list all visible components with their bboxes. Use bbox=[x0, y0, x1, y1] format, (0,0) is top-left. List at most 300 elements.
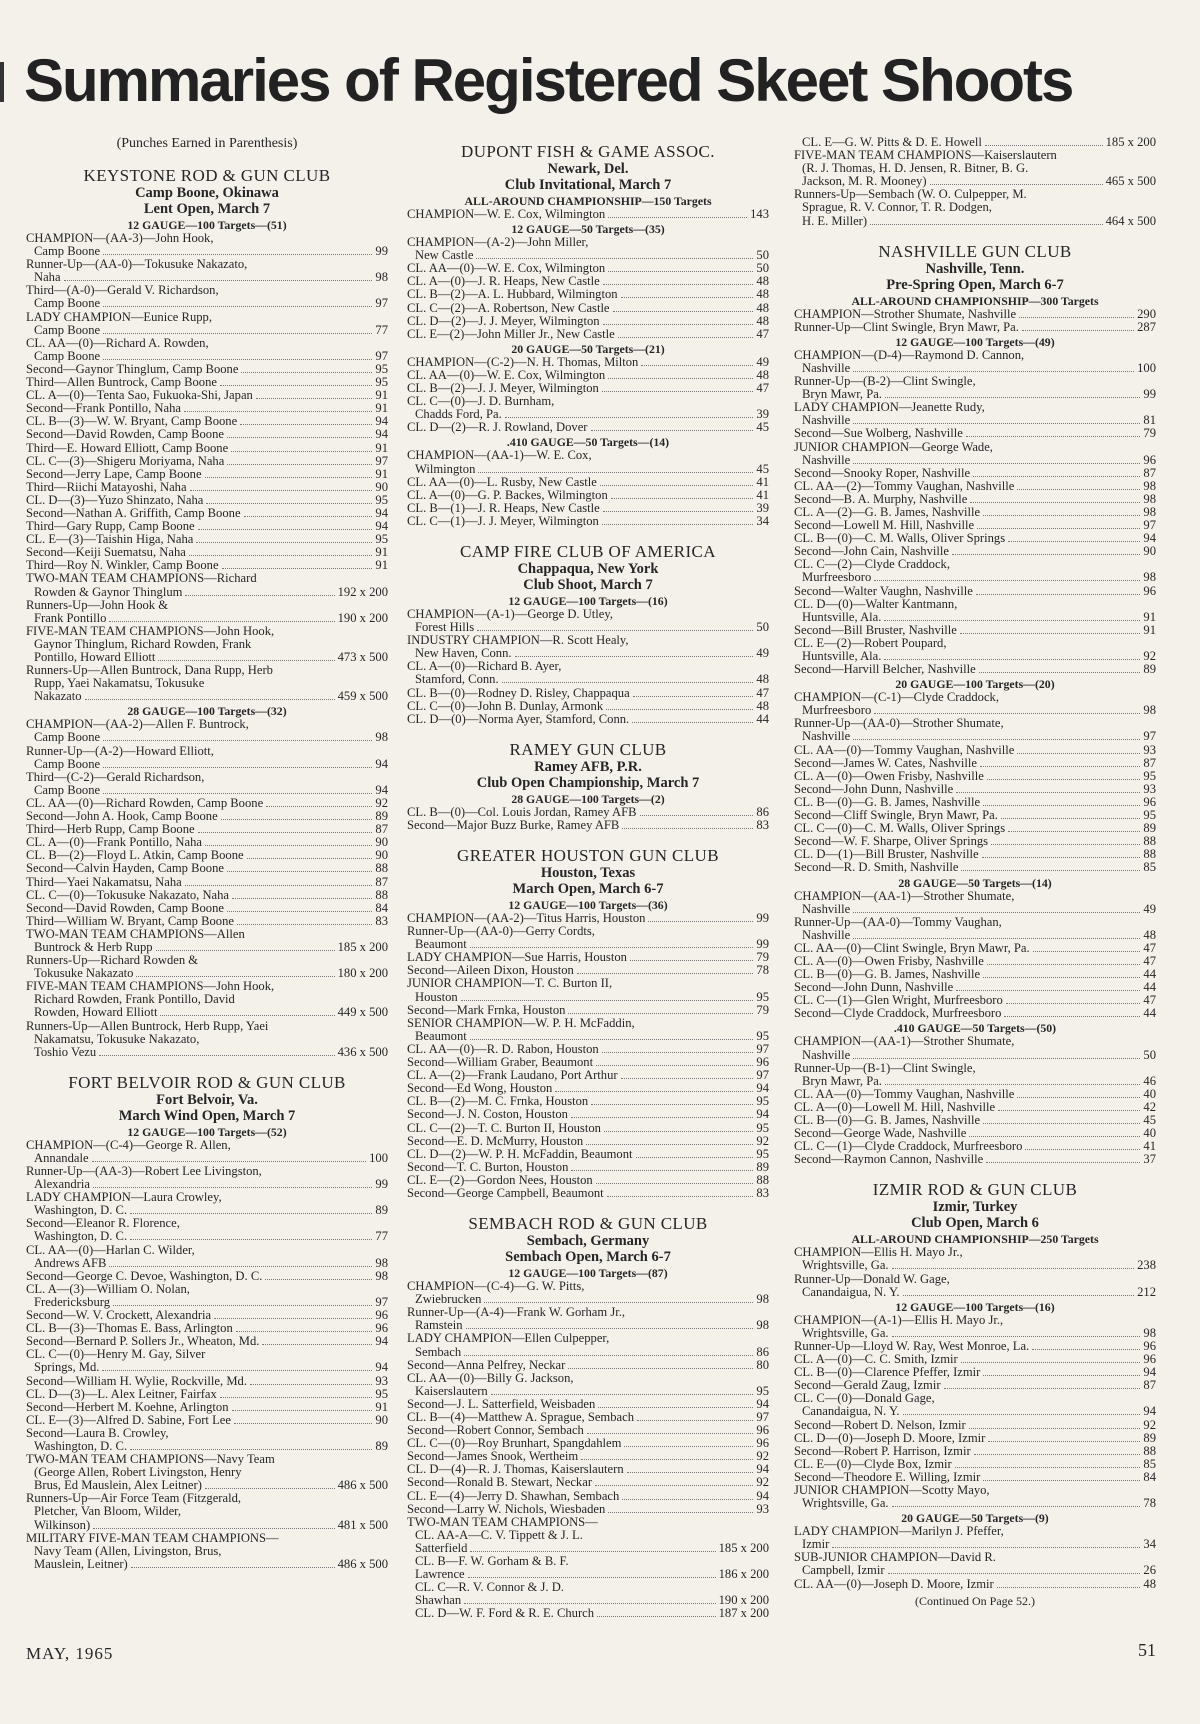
result-score: 95 bbox=[375, 375, 388, 390]
gauge-heading: 12 GAUGE—50 Targets—(35) bbox=[511, 222, 665, 237]
result-text: CL. B—(2)—Floyd L. Atkin, Camp Boone bbox=[26, 848, 244, 863]
page-number: 51 bbox=[1138, 1640, 1156, 1660]
result-text: Second—George C. Devoe, Washington, D. C. bbox=[26, 1268, 263, 1283]
result-text: Tokusuke Nakazato bbox=[34, 966, 134, 981]
result-line bbox=[26, 1006, 388, 1019]
result-score: 190 x 200 bbox=[718, 1593, 769, 1608]
result-text: Chadds Ford, Pa. bbox=[415, 407, 502, 422]
result-text: Second—Walter Vaughn, Nashville bbox=[794, 583, 973, 598]
result-text: CHAMPION—(A-1)—George D. Utley, bbox=[407, 606, 614, 621]
leader-dots bbox=[568, 1368, 753, 1369]
result-text: Third—Yaei Nakamatsu, Naha bbox=[26, 874, 182, 889]
result-score: 97 bbox=[756, 1068, 769, 1083]
result-score: 89 bbox=[375, 809, 388, 824]
result-line bbox=[794, 890, 1156, 903]
result-text: Third—(C-2)—Gerald Richardson, bbox=[26, 769, 205, 784]
leader-dots bbox=[983, 977, 1140, 978]
result-score: 96 bbox=[375, 1321, 388, 1336]
result-text: Third—E. Howard Elliott, Camp Boone bbox=[26, 440, 229, 455]
leader-dots bbox=[476, 258, 753, 259]
result-text: Murfreesboro bbox=[802, 570, 872, 585]
result-text: Wilkinson) bbox=[34, 1517, 91, 1532]
result-text: Second—David Rowden, Camp Boone bbox=[26, 900, 224, 915]
result-text: Lawrence bbox=[415, 1567, 465, 1582]
result-line bbox=[26, 258, 388, 271]
result-text: SENIOR CHAMPION—W. P. H. McFaddin, bbox=[407, 1015, 635, 1030]
result-score: 97 bbox=[375, 1294, 388, 1309]
result-line bbox=[407, 1004, 769, 1017]
leader-dots bbox=[977, 528, 1140, 529]
result-text: Wrightsville, Ga. bbox=[802, 1258, 889, 1273]
result-text: Wrightsville, Ga. bbox=[802, 1496, 889, 1511]
result-text: Runner-Up—(AA-3)—Robert Lee Livingston, bbox=[26, 1164, 262, 1178]
result-line bbox=[794, 730, 1156, 743]
result-text: Runner-Up—(AA-0)—Strother Shumate, bbox=[794, 716, 1004, 731]
club-location: Sembach, Germany bbox=[526, 1233, 650, 1250]
leader-dots bbox=[960, 633, 1141, 634]
result-line bbox=[407, 819, 769, 832]
leader-dots bbox=[1033, 951, 1141, 952]
result-text: CL. A—(2)—Frank Laudano, Port Arthur bbox=[407, 1068, 618, 1083]
result-score: 86 bbox=[756, 804, 769, 819]
club-location: Houston, Texas bbox=[540, 865, 636, 881]
result-text: CL. C—(0)—Henry M. Gay, Silver bbox=[26, 1347, 206, 1362]
result-text: Andrews AFB bbox=[34, 1255, 107, 1270]
result-score: 180 x 200 bbox=[337, 966, 388, 981]
result-text: CL. C—(0)—Tokusuke Nakazato, Naha bbox=[26, 887, 230, 902]
result-text: Camp Boone bbox=[34, 296, 101, 311]
leader-dots bbox=[130, 1449, 372, 1450]
result-text: New Castle bbox=[415, 248, 474, 263]
result-text: FIVE-MAN TEAM CHAMPIONS—Kaiserslautern bbox=[794, 148, 1057, 163]
leader-dots bbox=[970, 502, 1140, 503]
result-text: Runner-Up—(AA-0)—Tokusuke Nakazato, bbox=[26, 257, 248, 272]
result-text: Second—Gaynor Thinglum, Camp Boone bbox=[26, 361, 239, 376]
gauge-heading: .410 GAUGE—50 Targets—(50) bbox=[893, 1021, 1057, 1036]
leader-dots bbox=[621, 297, 754, 298]
result-text: CL. AA—(0)—Harlan C. Wilder, bbox=[26, 1242, 195, 1257]
result-text: Nashville bbox=[802, 729, 851, 744]
result-line bbox=[26, 731, 388, 744]
result-line bbox=[407, 1187, 769, 1200]
result-line bbox=[794, 903, 1156, 916]
result-line bbox=[407, 700, 769, 713]
result-text: Jackson, M. R. Mooney) bbox=[802, 174, 927, 189]
result-text: CL. AA—(0)—W. E. Cox, Wilmington bbox=[407, 367, 606, 382]
result-score: 26 bbox=[1143, 1563, 1156, 1578]
leader-dots bbox=[991, 844, 1140, 845]
results-section bbox=[794, 242, 1156, 1167]
result-line bbox=[794, 1405, 1156, 1418]
leader-dots bbox=[648, 921, 753, 922]
leader-dots bbox=[982, 857, 1141, 858]
result-line bbox=[794, 1471, 1156, 1484]
result-score: 79 bbox=[756, 950, 769, 965]
result-score: 94 bbox=[1143, 1404, 1156, 1419]
gauge-heading: ALL-AROUND CHAMPIONSHIP—150 Targets bbox=[464, 194, 712, 208]
result-text: TWO-MAN TEAM CHAMPIONS—Allen bbox=[26, 926, 245, 941]
result-text: CL. B—(0)—Clarence Pfeffer, Izmir bbox=[794, 1365, 981, 1380]
result-score: 45 bbox=[1143, 1113, 1156, 1127]
result-text: CL. D—(3)—Yuzo Shinzato, Naha bbox=[26, 492, 204, 507]
leader-dots bbox=[227, 911, 372, 912]
result-text: Camp Boone bbox=[34, 730, 101, 745]
result-score: 143 bbox=[750, 207, 769, 221]
result-text: Second—John Dunn, Nashville bbox=[794, 980, 954, 995]
leader-dots bbox=[205, 845, 372, 846]
result-score: 99 bbox=[756, 911, 769, 925]
result-line bbox=[407, 1174, 769, 1187]
result-line bbox=[26, 1020, 388, 1033]
result-score: 84 bbox=[1143, 1469, 1156, 1484]
result-text: CL. A—(0)—Owen Frisby, Nashville bbox=[794, 953, 984, 968]
result-line bbox=[26, 1230, 388, 1243]
result-text: CL. E—(2)—John Miller Jr., New Castle bbox=[407, 326, 615, 341]
result-score: 97 bbox=[375, 296, 388, 311]
result-text: Second—E. D. McMurry, Houston bbox=[407, 1133, 584, 1148]
result-text: CL. A—(0)—Richard B. Ayer, bbox=[407, 659, 562, 674]
club-location: Nashville, Tenn. bbox=[925, 260, 1025, 277]
result-score: 92 bbox=[375, 795, 388, 810]
result-text: Second—James W. Cates, Nashville bbox=[794, 755, 977, 770]
result-line bbox=[407, 489, 769, 502]
leader-dots bbox=[952, 554, 1140, 555]
result-text: Sprague, R. V. Connor, T. R. Dodgen, bbox=[802, 200, 992, 215]
gauge-heading: 28 GAUGE—100 Targets—(2) bbox=[511, 791, 665, 806]
leader-dots bbox=[247, 858, 373, 859]
result-score: 90 bbox=[375, 479, 388, 494]
result-score: 47 bbox=[1143, 993, 1156, 1008]
results-section bbox=[407, 846, 769, 1200]
result-score: 48 bbox=[1143, 1576, 1156, 1591]
result-line bbox=[794, 598, 1156, 611]
result-score: 50 bbox=[1143, 1047, 1156, 1062]
gauge-heading: 12 GAUGE—100 Targets—(49) bbox=[895, 334, 1055, 349]
result-line bbox=[794, 454, 1156, 467]
result-line bbox=[794, 916, 1156, 929]
result-score: 91 bbox=[1143, 609, 1156, 624]
leader-dots bbox=[885, 397, 1140, 398]
leader-dots bbox=[244, 516, 373, 517]
result-line bbox=[407, 1161, 769, 1174]
result-line bbox=[26, 468, 388, 481]
leader-dots bbox=[885, 1084, 1140, 1085]
result-score: 95 bbox=[756, 989, 769, 1004]
result-line bbox=[26, 572, 388, 585]
result-score: 89 bbox=[1143, 1430, 1156, 1445]
result-score: 287 bbox=[1137, 319, 1156, 334]
results-section bbox=[794, 1180, 1156, 1607]
leader-dots bbox=[466, 1328, 754, 1329]
result-text: CHAMPION—Ellis H. Mayo Jr., bbox=[794, 1245, 963, 1260]
result-score: 99 bbox=[756, 937, 769, 952]
result-score: 44 bbox=[1143, 1006, 1156, 1021]
result-score: 91 bbox=[375, 545, 388, 560]
result-text: Second—B. A. Murphy, Nashville bbox=[794, 491, 968, 506]
result-line bbox=[26, 1388, 388, 1401]
result-line bbox=[26, 758, 388, 771]
result-score: 78 bbox=[1143, 1496, 1156, 1511]
results-section bbox=[26, 166, 388, 1059]
result-score: 95 bbox=[375, 532, 388, 547]
result-text: Canandaigua, N. Y. bbox=[802, 1284, 900, 1299]
result-text: TWO-MAN TEAM CHAMPIONS—Navy Team bbox=[26, 1452, 275, 1467]
result-score: 94 bbox=[375, 427, 388, 442]
result-text: Richard Rowden, Frank Pontillo, David bbox=[34, 992, 235, 1007]
result-text: Campbell, Izmir bbox=[802, 1563, 885, 1578]
result-text: CHAMPION—(D-4)—Raymond D. Cannon, bbox=[794, 347, 1025, 362]
leader-dots bbox=[1008, 831, 1140, 832]
leader-dots bbox=[591, 1104, 753, 1105]
result-score: 95 bbox=[756, 1383, 769, 1398]
leader-dots bbox=[602, 524, 754, 525]
result-score: 94 bbox=[756, 1396, 769, 1411]
leader-dots bbox=[198, 832, 373, 833]
result-score: 185 x 200 bbox=[337, 939, 388, 954]
leader-dots bbox=[955, 1467, 1141, 1468]
leader-dots bbox=[884, 659, 1140, 660]
result-score: 89 bbox=[1143, 821, 1156, 836]
result-line bbox=[407, 463, 769, 476]
result-score: 98 bbox=[1143, 491, 1156, 506]
result-line bbox=[407, 1385, 769, 1398]
result-text: CHAMPION—Strother Shumate, Nashville bbox=[794, 306, 1017, 321]
result-text: Runners-Up—Sembach (W. O. Culpepper, M. bbox=[794, 187, 1027, 202]
gauge-heading: 12 GAUGE—100 Targets—(16) bbox=[508, 593, 668, 608]
result-line bbox=[407, 1030, 769, 1043]
leader-dots bbox=[870, 224, 1103, 225]
result-score: 464 x 500 bbox=[1105, 213, 1156, 228]
result-text: CL. B—(2)—A. L. Hubbard, Wilmington bbox=[407, 287, 618, 302]
result-text: Second—Bill Bruster, Nashville bbox=[794, 622, 957, 637]
result-line bbox=[794, 1525, 1156, 1538]
result-score: 88 bbox=[1143, 847, 1156, 862]
result-line bbox=[26, 1532, 388, 1545]
result-text: CHAMPION—(A-1)—Ellis H. Mayo Jr., bbox=[794, 1312, 1004, 1327]
result-score: 100 bbox=[369, 1150, 388, 1165]
result-score: 98 bbox=[756, 1318, 769, 1333]
result-text: CL. D—(0)—Walter Kantmann, bbox=[794, 596, 958, 611]
result-text: CHAMPION—(C-2)—N. H. Thomas, Milton bbox=[407, 354, 639, 369]
leader-dots bbox=[505, 417, 754, 418]
result-line bbox=[26, 481, 388, 494]
results-section bbox=[407, 740, 769, 832]
result-score: 190 x 200 bbox=[337, 610, 388, 625]
leader-dots bbox=[103, 767, 372, 768]
result-text: Runner-Up—Clint Swingle, Bryn Mawr, Pa. bbox=[794, 319, 1019, 334]
result-text: Second—J. N. Coston, Houston bbox=[407, 1107, 568, 1122]
leader-dots bbox=[874, 580, 1140, 581]
result-text: CL. C—(2)—Clyde Craddock, bbox=[794, 557, 951, 572]
leader-dots bbox=[555, 1091, 753, 1092]
leader-dots bbox=[595, 1485, 753, 1486]
result-text: CL. AA—(0)—R. D. Rabon, Houston bbox=[407, 1041, 599, 1056]
result-score: 187 x 200 bbox=[718, 1606, 769, 1621]
leader-dots bbox=[602, 391, 754, 392]
result-score: 97 bbox=[1143, 729, 1156, 744]
club-location: Izmir, Turkey bbox=[932, 1199, 1018, 1216]
result-text: CL. AA-A—C. V. Tippett & J. L. bbox=[415, 1527, 583, 1542]
result-text: CHAMPION—(C-4)—George R. Allen, bbox=[26, 1137, 231, 1152]
result-line bbox=[26, 1257, 388, 1270]
result-score: 88 bbox=[756, 1172, 769, 1187]
result-line bbox=[26, 1519, 388, 1532]
result-line bbox=[794, 308, 1156, 321]
result-line bbox=[407, 1359, 769, 1372]
result-line bbox=[26, 1361, 388, 1374]
result-text: Second—Major Buzz Burke, Ramey AFB bbox=[407, 817, 620, 832]
result-line bbox=[26, 1375, 388, 1388]
result-score: 34 bbox=[756, 513, 769, 528]
leader-dots bbox=[600, 485, 754, 486]
result-score: 41 bbox=[756, 487, 769, 502]
result-line bbox=[794, 929, 1156, 942]
result-line bbox=[26, 1139, 388, 1152]
result-text: Second—Snooky Roper, Nashville bbox=[794, 465, 971, 480]
result-text: CL. D—(0)—Norma Ayer, Stamford, Conn. bbox=[407, 711, 630, 726]
result-text: CL. C—(2)—T. C. Burton II, Houston bbox=[407, 1120, 601, 1135]
result-line bbox=[26, 1414, 388, 1427]
gauge-heading: 12 GAUGE—100 Targets—(87) bbox=[508, 1266, 668, 1281]
result-text: MILITARY FIVE-MAN TEAM CHAMPIONS— bbox=[26, 1530, 279, 1545]
result-score: 34 bbox=[1143, 1537, 1156, 1552]
event-name: March Wind Open, March 7 bbox=[118, 1107, 296, 1124]
leader-dots bbox=[853, 371, 1134, 372]
result-text: Nashville bbox=[802, 360, 851, 375]
result-text: Alexandria bbox=[34, 1177, 90, 1192]
result-line bbox=[407, 1332, 769, 1345]
result-text: CL. C—(3)—Shigeru Moriyama, Naha bbox=[26, 453, 225, 468]
result-score: 98 bbox=[375, 270, 388, 285]
leader-dots bbox=[130, 1213, 372, 1214]
gauge-heading: 28 GAUGE—100 Targets—(32) bbox=[127, 704, 287, 719]
result-score: 98 bbox=[756, 1292, 769, 1307]
result-text: H. E. Miller) bbox=[802, 213, 868, 228]
result-text: Second—John Dunn, Nashville bbox=[794, 781, 954, 796]
result-text: CHAMPION—(AA-1)—Strother Shumate, bbox=[794, 1034, 1015, 1049]
leader-dots bbox=[853, 938, 1140, 939]
leader-dots bbox=[256, 398, 373, 399]
result-score: 84 bbox=[375, 900, 388, 915]
result-line bbox=[407, 1346, 769, 1359]
result-line bbox=[794, 611, 1156, 624]
result-line bbox=[26, 1427, 388, 1440]
result-line bbox=[794, 1153, 1156, 1166]
result-line bbox=[26, 442, 388, 455]
result-text: Canandaigua, N. Y. bbox=[802, 1404, 900, 1419]
result-text: Runners-Up—Allen Buntrock, Herb Rupp, Yaei bbox=[26, 1018, 269, 1033]
result-score: 93 bbox=[1143, 781, 1156, 796]
result-score: 39 bbox=[756, 500, 769, 515]
result-text: Huntsville, Ala. bbox=[802, 649, 882, 663]
result-line bbox=[407, 302, 769, 315]
result-text: Runner-Up—Lloyd W. Ray, West Monroe, La. bbox=[794, 1338, 1030, 1353]
result-score: 459 x 500 bbox=[337, 689, 388, 704]
result-score: 97 bbox=[756, 1041, 769, 1056]
result-score: 94 bbox=[1143, 531, 1156, 546]
result-line bbox=[794, 1007, 1156, 1020]
result-text: LADY CHAMPION—Eunice Rupp, bbox=[26, 309, 212, 324]
result-line bbox=[407, 356, 769, 369]
result-score: 97 bbox=[375, 453, 388, 468]
leader-dots bbox=[185, 885, 373, 886]
result-text: CHAMPION—(C-1)—Clyde Craddock, bbox=[794, 690, 999, 705]
result-score: 95 bbox=[756, 1120, 769, 1135]
result-line bbox=[407, 1607, 769, 1620]
result-text: CL. C—(0)—J. D. Burnham, bbox=[407, 394, 555, 409]
result-line bbox=[794, 480, 1156, 493]
result-text: Third—Roy N. Winkler, Camp Boone bbox=[26, 558, 219, 573]
leader-dots bbox=[196, 542, 372, 543]
leader-dots bbox=[136, 976, 334, 977]
result-score: 96 bbox=[756, 1055, 769, 1070]
result-text: CL. E—(3)—Taishin Higa, Naha bbox=[26, 532, 194, 547]
result-score: 91 bbox=[375, 388, 388, 403]
result-text: CL. A—(2)—G. B. James, Nashville bbox=[794, 504, 981, 519]
result-line bbox=[407, 1135, 769, 1148]
leader-dots bbox=[160, 1015, 334, 1016]
result-text: CL. D—(2)—J. J. Meyer, Wilmington bbox=[407, 313, 600, 328]
result-text: CL. C—(0)—C. M. Walls, Oliver Springs bbox=[794, 821, 1006, 836]
result-text: Second—Clyde Craddock, Murfreesboro bbox=[794, 1006, 1002, 1021]
result-line bbox=[26, 625, 388, 638]
leader-dots bbox=[969, 1428, 1141, 1429]
result-text: CL. B—(0)—Rodney D. Risley, Chappaqua bbox=[407, 685, 630, 700]
gauge-heading: 20 GAUGE—50 Targets—(21) bbox=[511, 341, 665, 356]
result-score: 85 bbox=[1143, 860, 1156, 875]
result-text: CL. B—(2)—J. J. Meyer, Wilmington bbox=[407, 381, 599, 396]
result-line bbox=[407, 1529, 769, 1542]
result-text: CHAMPION—(AA-2)—Titus Harris, Houston bbox=[407, 911, 646, 925]
result-score: 48 bbox=[756, 672, 769, 687]
leader-dots bbox=[227, 437, 372, 438]
result-text: Ramstein bbox=[415, 1318, 463, 1333]
leader-dots bbox=[608, 271, 753, 272]
leader-dots bbox=[103, 333, 372, 334]
result-score: 78 bbox=[756, 963, 769, 978]
result-text: Second—W. V. Crockett, Alexandria bbox=[26, 1308, 212, 1323]
result-line bbox=[26, 902, 388, 915]
result-score: 94 bbox=[375, 782, 388, 797]
result-text: Second—Ronald B. Stewart, Neckar bbox=[407, 1475, 593, 1490]
leader-dots bbox=[930, 184, 1103, 185]
result-score: 481 x 500 bbox=[337, 1517, 388, 1532]
leader-dots bbox=[502, 682, 754, 683]
page-edge-mark bbox=[0, 62, 4, 102]
result-text: Nakazato bbox=[34, 689, 82, 704]
result-text: CL. AA—(0)—Tommy Vaughan, Nashville bbox=[794, 742, 1015, 757]
result-line bbox=[26, 1270, 388, 1283]
result-score: 212 bbox=[1137, 1284, 1156, 1299]
result-line bbox=[794, 1327, 1156, 1340]
leader-dots bbox=[568, 1013, 753, 1014]
leader-dots bbox=[611, 498, 754, 499]
leader-dots bbox=[998, 1110, 1140, 1111]
leader-dots bbox=[603, 284, 754, 285]
result-score: 85 bbox=[1143, 1456, 1156, 1471]
leader-dots bbox=[853, 739, 1140, 740]
result-score: 48 bbox=[756, 367, 769, 382]
results-section bbox=[407, 542, 769, 726]
leader-dots bbox=[464, 1355, 753, 1356]
result-line bbox=[26, 297, 388, 310]
result-text: Kaiserslautern bbox=[415, 1383, 488, 1398]
result-text: Wrightsville, Ga. bbox=[802, 1325, 889, 1340]
result-text: Washington, D. C. bbox=[34, 1438, 128, 1453]
result-score: 94 bbox=[756, 1081, 769, 1096]
result-line bbox=[26, 928, 388, 941]
leader-dots bbox=[603, 324, 754, 325]
